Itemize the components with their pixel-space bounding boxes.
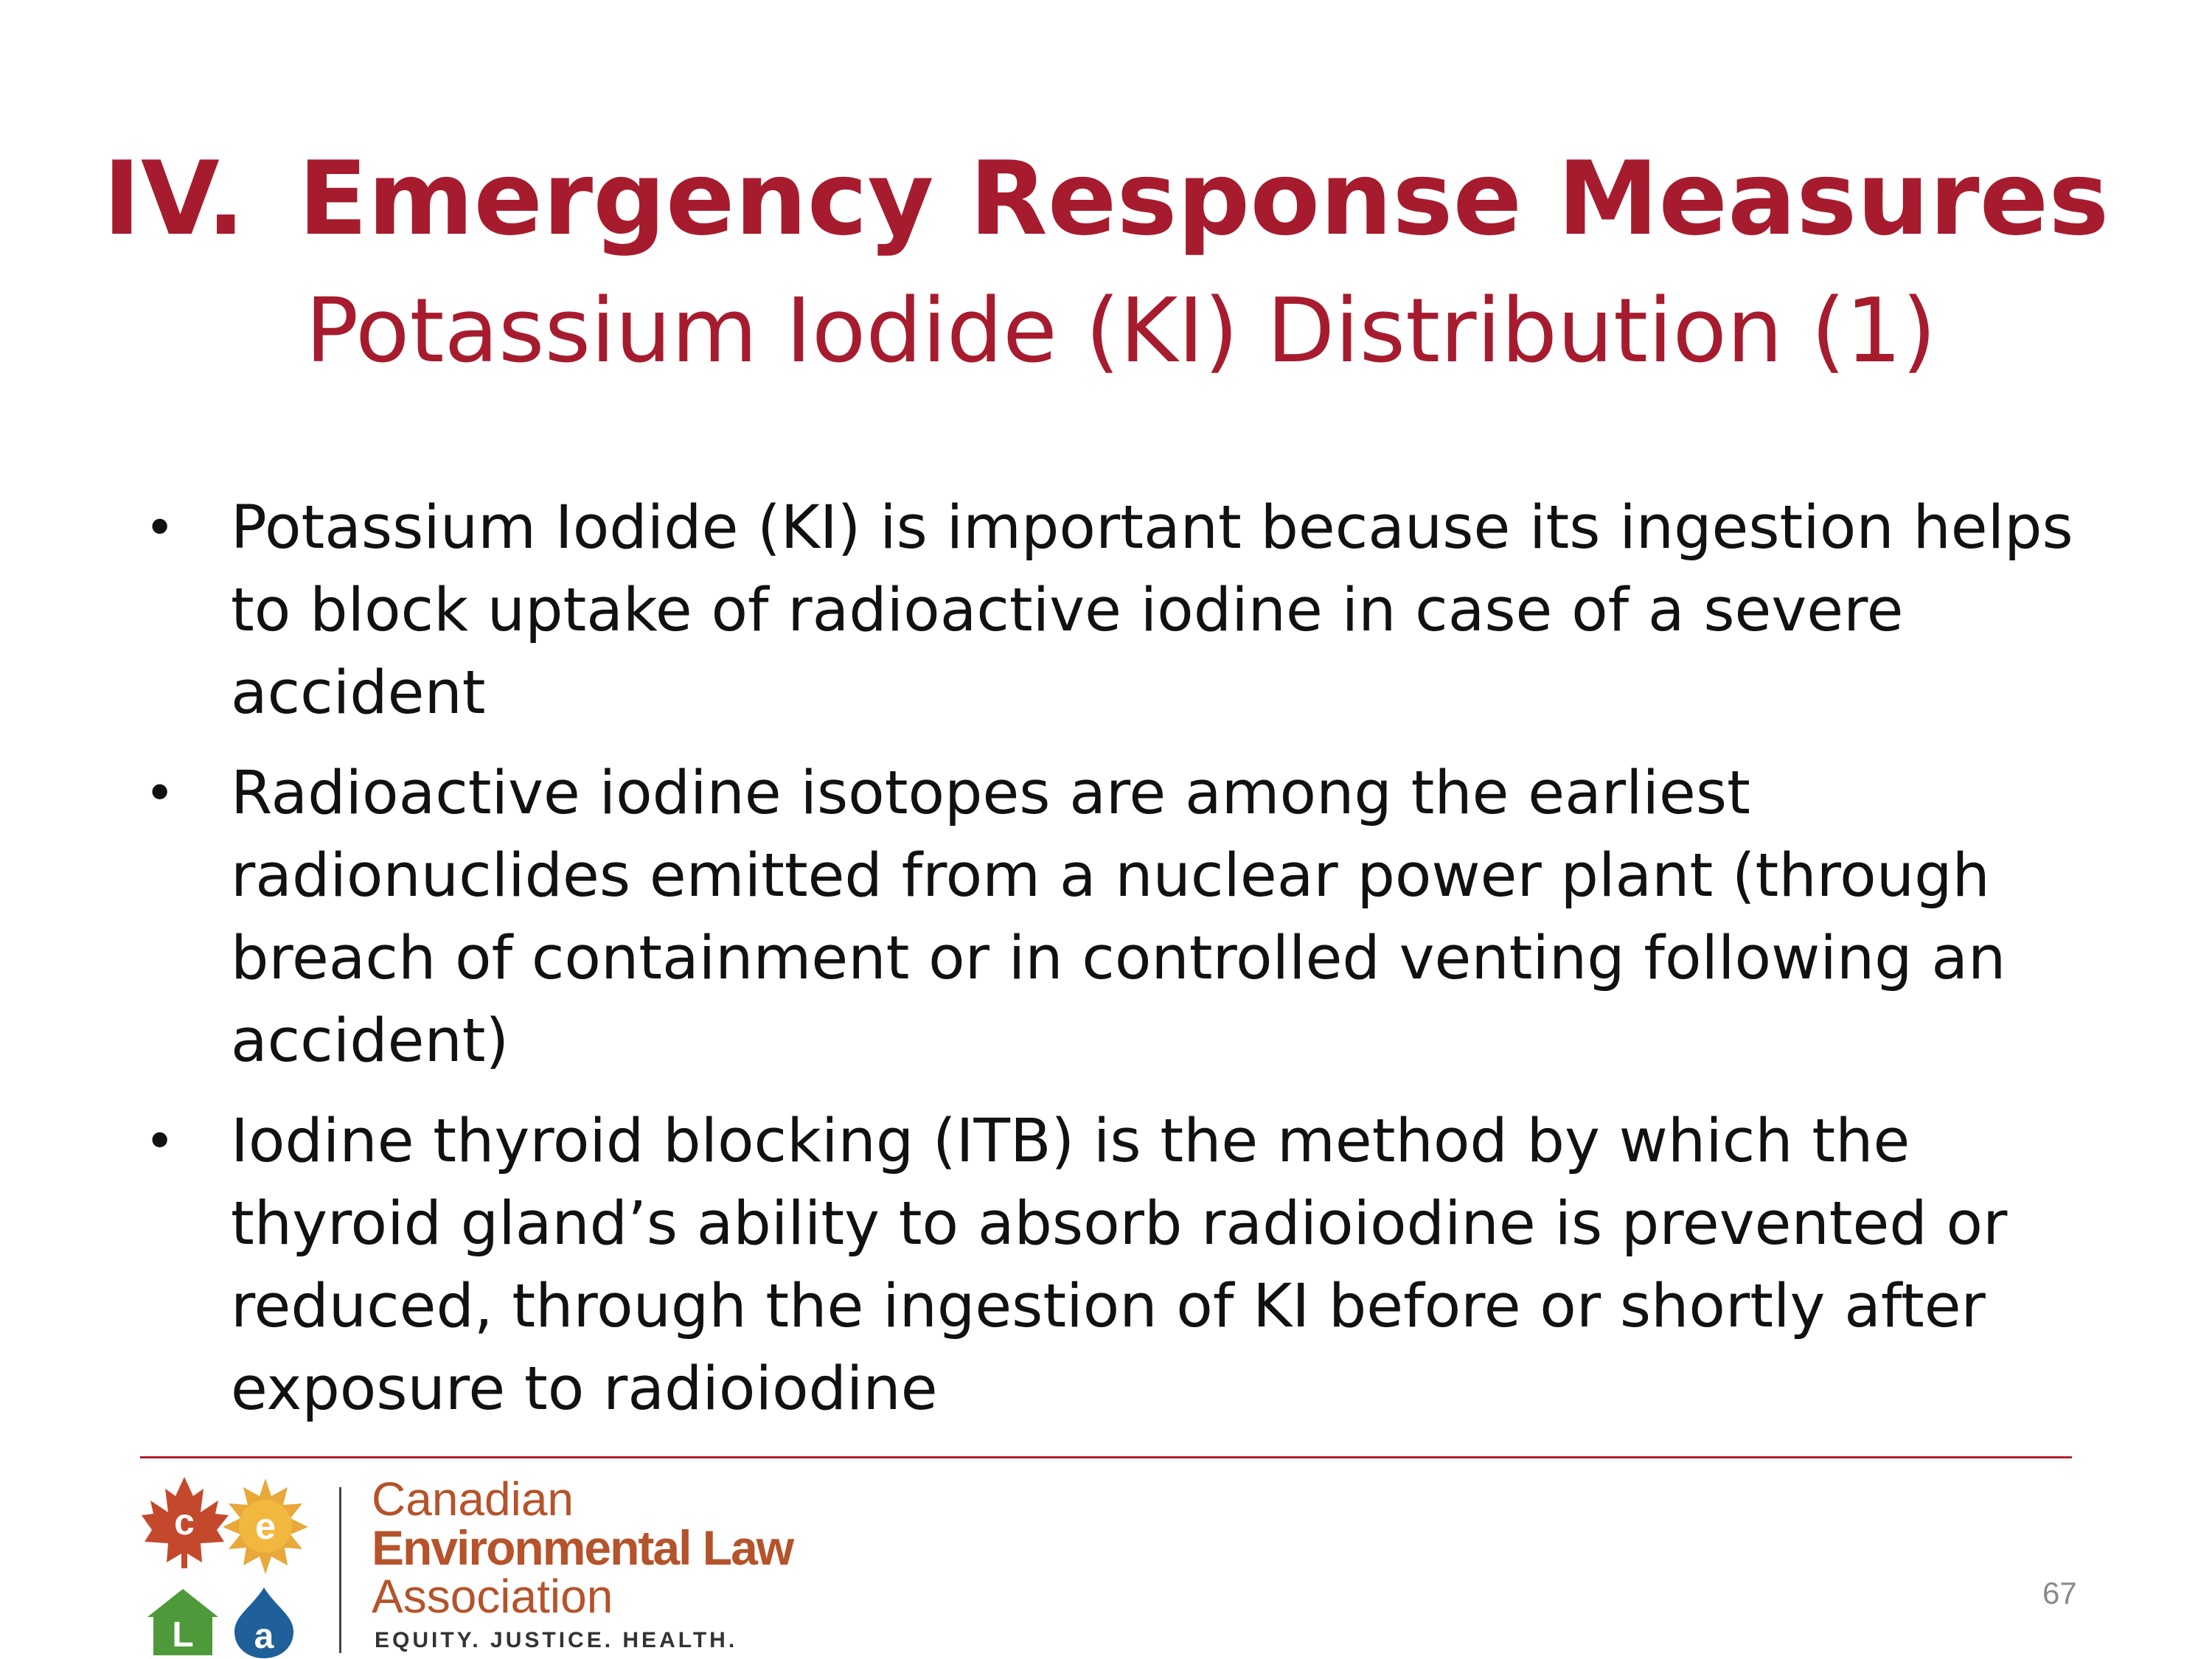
page-number: 67 bbox=[2042, 1576, 2077, 1610]
bullet-item bbox=[140, 752, 2087, 1082]
bullet-text: Radioactive iodine isotopes are among the earliest radionuclides emitted from a nuclear power plant (through breach of containment or in controlled venting following an accident) bbox=[231, 759, 2006, 1076]
org-name-line: Association bbox=[372, 1570, 613, 1623]
house-icon bbox=[147, 1589, 218, 1655]
svg-text:c: c bbox=[174, 1501, 195, 1543]
water-drop-icon bbox=[234, 1587, 293, 1658]
title-text: Emergency Response Measures bbox=[298, 139, 2110, 258]
org-name-line: Canadian bbox=[372, 1472, 574, 1526]
organization-tagline: EQUITY. JUSTICE. HEALTH. bbox=[375, 1628, 738, 1652]
sun-icon bbox=[223, 1478, 308, 1574]
maple-leaf-icon bbox=[142, 1477, 229, 1568]
bullet-text: Iodine thyroid blocking (ITB) is the method by which the thyroid gland’s ability to absorb radioiodine is prevented or reduced, through the ingestion of KI before or shortly after exposure to radioiodine bbox=[231, 1107, 2008, 1424]
bullet-item bbox=[140, 1100, 2087, 1430]
slide-subtitle: Potassium Iodide (KI) Distribution (1) bbox=[305, 280, 1937, 383]
organization-name bbox=[372, 1472, 793, 1623]
svg-text:e: e bbox=[255, 1506, 276, 1547]
bullet-dot-icon: • bbox=[145, 763, 175, 824]
bullet-dot-icon: • bbox=[145, 1111, 175, 1172]
cela-logo-marks bbox=[142, 1471, 319, 1659]
logo-divider bbox=[339, 1487, 341, 1653]
bullet-dot-icon: • bbox=[145, 498, 175, 558]
section-number: IV. bbox=[102, 139, 246, 258]
svg-text:L: L bbox=[172, 1615, 194, 1655]
bullet-item bbox=[140, 487, 2087, 734]
slide-title bbox=[0, 136, 2212, 262]
org-name-line: Environmental Law bbox=[372, 1520, 793, 1575]
svg-text:a: a bbox=[254, 1617, 274, 1656]
bullet-text: Potassium Iodide (KI) is important because its ingestion helps to block uptake of radioactive iodine in case of a severe accident bbox=[231, 493, 2073, 728]
footer-divider bbox=[140, 1456, 2072, 1458]
bullet-list bbox=[140, 487, 2087, 1448]
